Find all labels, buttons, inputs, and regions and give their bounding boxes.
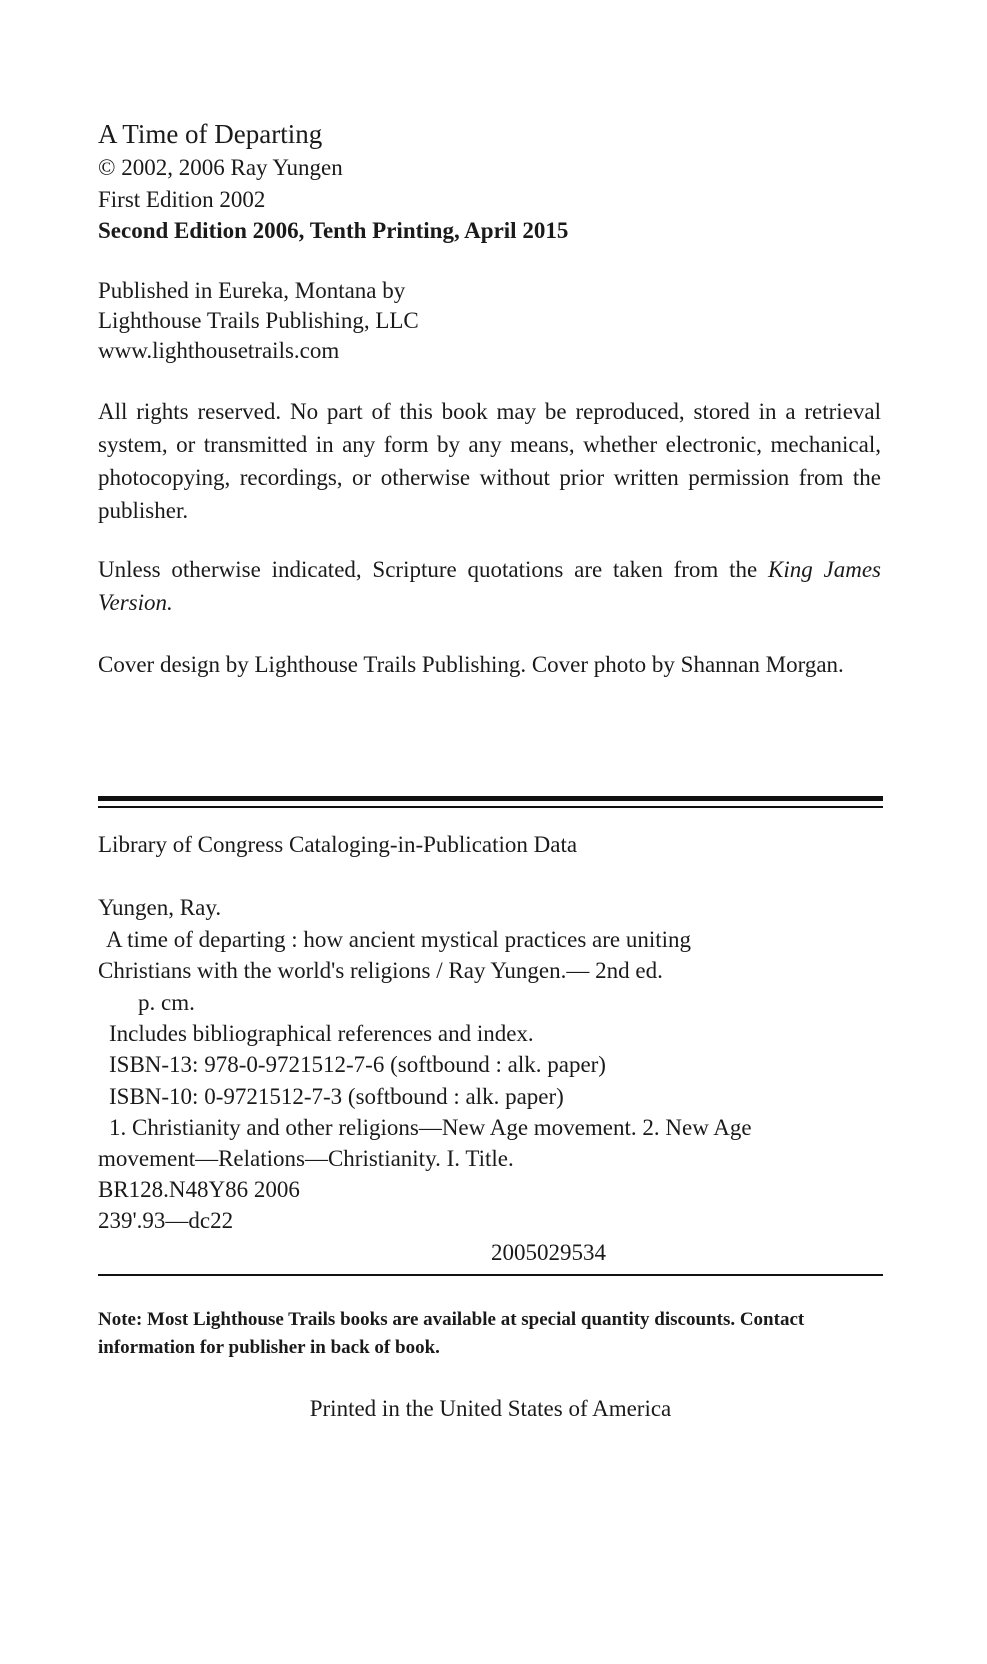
cip-bottom-rule [98,1274,883,1276]
quantity-discount-note: Note: Most Lighthouse Trails books are available at special quantity discounts. Contact information for publisher in back of book. [98,1309,805,1358]
cip-isbn13: ISBN-13: 978-0-9721512-7-6 (softbound : alk. paper) [109,1052,606,1077]
cip-author: Yungen, Ray. [98,895,222,920]
scripture-statement [98,553,881,619]
second-edition: Second Edition 2006, Tenth Printing, April 2015 [98,218,569,243]
cip-subjects-line-1: 1. Christianity and other religions—New Age movement. 2. New Age [109,1115,752,1140]
cip-lccn: 2005029534 [491,1240,606,1265]
cip-title-line-2: Christians with the world's religions / Ray Yungen.— 2nd ed. [98,958,663,983]
cip-pages: p. cm. [138,990,195,1015]
cip-heading: Library of Congress Cataloging-in-Publication Data [98,832,578,857]
publisher-line-1: Published in Eureka, Montana by [98,278,406,303]
copyright-page [98,0,881,1664]
cip-subjects-line-2: movement—Relations—Christianity. I. Title. [98,1146,514,1171]
publisher-line-2: Lighthouse Trails Publishing, LLC [98,308,419,333]
cip-dewey: 239'.93—dc22 [98,1208,234,1233]
cover-credits: Cover design by Lighthouse Trails Publishing. Cover photo by Shannan Morgan. [98,652,844,677]
printed-in: Printed in the United States of America [309,1396,672,1421]
cip-top-rule [98,796,883,801]
cip-title-line-1: A time of departing : how ancient mystical practices are uniting [106,927,692,952]
cip-call-number: BR128.N48Y86 2006 [98,1177,300,1202]
scripture-text: Unless otherwise indicated, Scripture quotations are taken from the [98,557,758,582]
rights-statement: All rights reserved. No part of this book may be reproduced, stored in a retrieval system, or transmitted in any form by any means, whether electronic, mechanical, photocopying, recordings, or otherwise without prior written permission from the publisher. [98,399,881,523]
first-edition: First Edition 2002 [98,187,266,212]
cip-isbn10: ISBN-10: 0-9721512-7-3 (softbound : alk. paper) [109,1084,564,1109]
copyright-line: © 2002, 2006 Ray Yungen [98,155,343,180]
publisher-website: www.lighthousetrails.com [98,338,340,363]
book-title: A Time of Departing [98,119,323,149]
scripture-version: King James Version. [98,557,881,615]
cip-includes: Includes bibliographical references and index. [109,1021,534,1046]
cip-top-rule-thin [98,806,883,808]
